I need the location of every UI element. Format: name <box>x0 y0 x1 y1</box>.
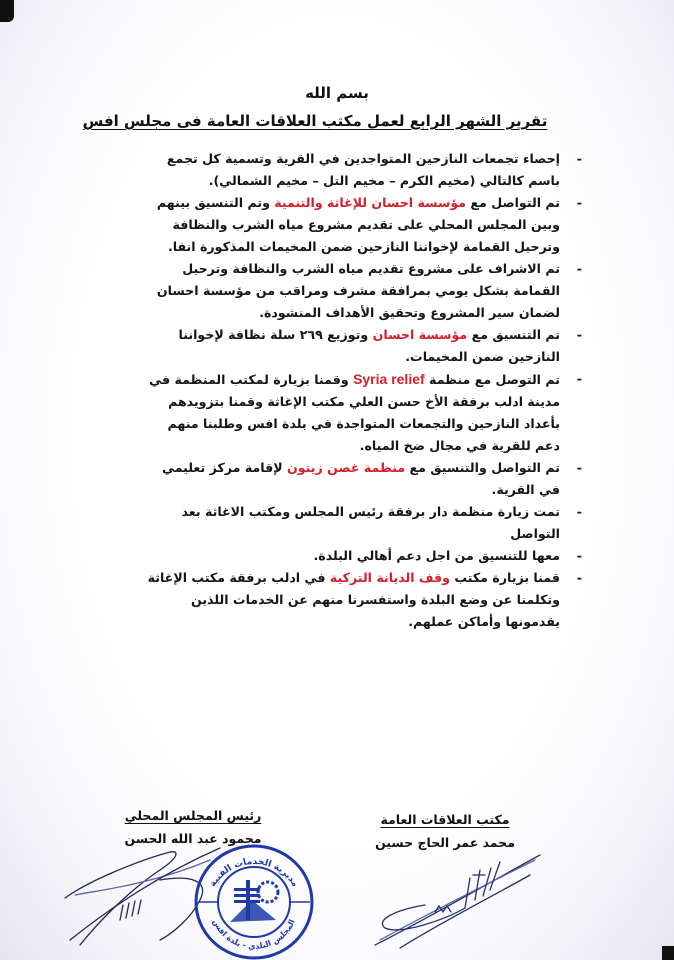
item-text: تم التنسيق مع <box>467 327 560 342</box>
public-relations-signature-block <box>360 812 530 850</box>
signatory-name: محمود عبد الله الحسن <box>124 831 262 846</box>
item-text: تم التواصل والتنسيق مع <box>405 460 560 475</box>
highlighted-organization: مؤسسة احسان <box>372 327 468 342</box>
document-header <box>0 84 674 130</box>
list-item <box>140 501 582 545</box>
signatory-name: محمد عمر الحاج حسين <box>375 835 515 850</box>
item-text: لإقامة مركز تعليمي في القرية. <box>161 460 560 497</box>
list-item <box>140 324 582 368</box>
bullet-dash: - <box>576 261 582 276</box>
basmala: بسم الله <box>305 84 369 102</box>
report-items-list <box>140 148 582 633</box>
bullet-dash: - <box>576 548 582 563</box>
list-item <box>140 368 582 457</box>
handwritten-signature <box>365 850 545 950</box>
item-text: معها للتنسيق من اجل دعم أهالي البلدة. <box>313 548 560 563</box>
bullet-dash: - <box>576 504 582 519</box>
scan-edge-shadow <box>0 0 14 22</box>
scan-edge-shadow <box>662 946 674 960</box>
highlighted-organization: منظمة غصن زيتون <box>287 460 406 475</box>
list-item <box>140 258 582 324</box>
item-text: تم التواصل مع <box>466 195 560 210</box>
bullet-dash: - <box>576 371 582 386</box>
highlighted-organization: Syria relief <box>353 371 425 387</box>
item-text: تمت زيارة منظمة دار برفقة رئيس المجلس ومكتب الاغاثة بعد التواصل <box>181 504 560 541</box>
item-text: قمنا بزيارة مكتب <box>449 570 560 585</box>
bullet-dash: - <box>576 570 582 585</box>
highlighted-organization: مؤسسة احسان للإغاثة والتنمية <box>274 195 467 210</box>
item-text: وقمنا بزيارة لمكتب المنظمة في مدينة ادلب برفقة الأخ حسن العلي مكتب الإغاثة وقمنا بتزويدهم بأعداد النازحين والتجمعات المتواجدة في بلدة افس وطلبنا منهم دعم للقرية في مجال ضخ المياه. <box>149 372 560 453</box>
signatory-role: رئيس المجلس المحلي <box>124 808 262 823</box>
bullet-dash: - <box>576 327 582 342</box>
signatory-role: مكتب العلاقات العامة <box>380 812 510 827</box>
official-stamp <box>190 840 318 960</box>
bullet-dash: - <box>576 151 582 166</box>
item-text: تم الاشراف على مشروع تقديم مياه الشرب والنظافة وترحيل القمامة بشكل يومي بمرافقة مشرف ومراقب من مؤسسة احسان لضمان سير المشروع وتحقيق الأهداف المنشودة. <box>156 261 560 320</box>
list-item <box>140 148 582 192</box>
item-text: إحصاء تجمعات النازحين المتواجدين في القرية وتسمية كل تجمع باسم كالتالي (مخيم الكرم – مخيم التل – مخيم الشمالي). <box>166 151 560 188</box>
list-item <box>140 192 582 258</box>
list-item <box>140 567 582 633</box>
stamp-bottom-text: المجلس البلدي - بلدة افس <box>210 917 297 952</box>
list-item <box>140 545 582 567</box>
bullet-dash: - <box>576 195 582 210</box>
item-text: وتوزيع ٢٦٩ سلة نظافة لإخواننا النازحين ضمن المخيمات. <box>178 327 560 364</box>
item-text: وتم التنسيق بينهم وبين المجلس المحلي على تقديم مشروع مياه الشرب والنظافة وترحيل القمامة لإخواننا النازحين ضمن المخيمات المذكورة انفا. <box>156 195 560 254</box>
report-title: تقرير الشهر الرابع لعمل مكتب العلاقات العامة فى مجلس افس <box>82 112 548 130</box>
highlighted-organization: وقف الديانة التركية <box>329 570 450 585</box>
stamp-top-text: مديرية الخدمات الفنية <box>208 856 300 889</box>
item-text: في ادلب برفقة مكتب الإغاثة وتكلمنا عن وضع البلدة واستفسرنا منهم عن الخدمات اللذين يقدمونها وأماكن عملهم. <box>147 570 560 629</box>
bullet-dash: - <box>576 460 582 475</box>
item-text: تم التوصل مع منظمة <box>424 372 560 387</box>
list-item <box>140 457 582 501</box>
